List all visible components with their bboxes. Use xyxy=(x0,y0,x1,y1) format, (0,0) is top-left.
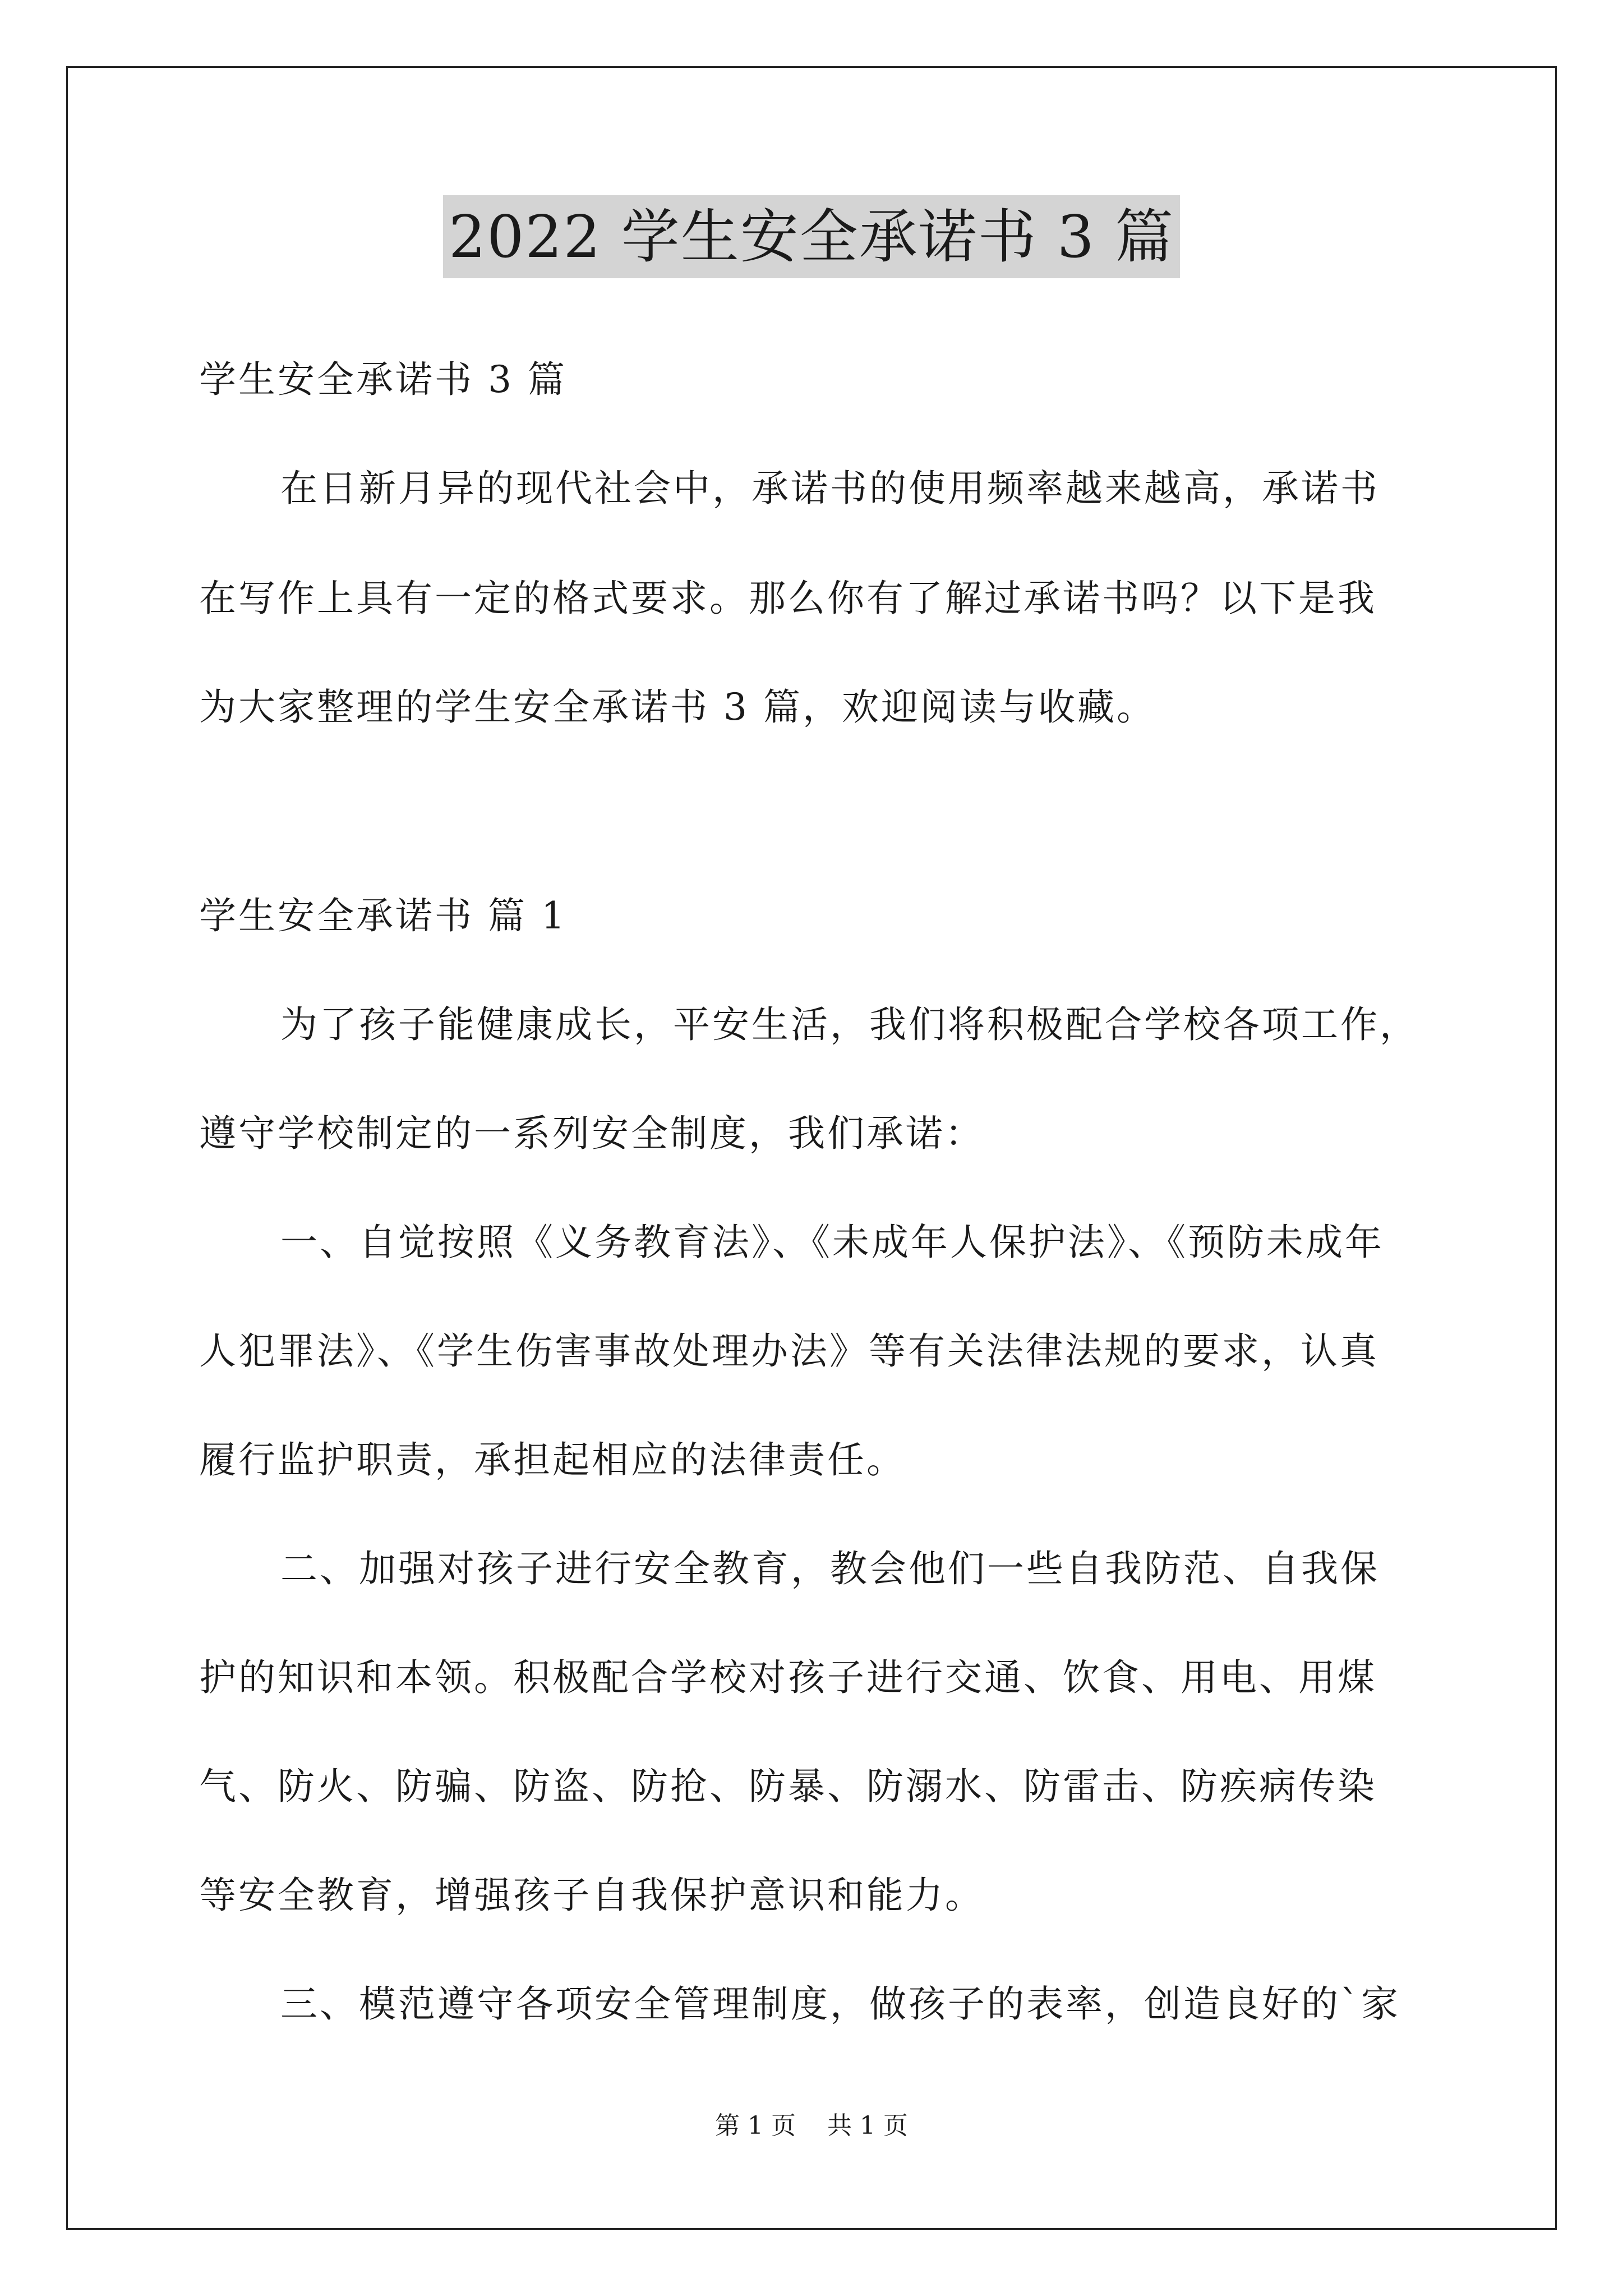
paragraph-line: 在日新月异的现代社会中，承诺书的使用频率越来越高，承诺书 xyxy=(280,467,1380,510)
paragraph-line: 气、防火、防骗、防盗、防抢、防暴、防溺水、防雷击、防疾病传染 xyxy=(199,1765,1377,1808)
paragraph-line: 为了孩子能健康成长，平安生活，我们将积极配合学校各项工作， xyxy=(280,1003,1419,1046)
paragraph-line: 护的知识和本领。积极配合学校对孩子进行交通、饮食、用电、用煤 xyxy=(199,1656,1377,1699)
page-footer: 第 1 页 共 1 页 xyxy=(715,2111,908,2140)
paragraph-line: 在写作上具有一定的格式要求。那么你有了解过承诺书吗？以下是我 xyxy=(199,577,1377,620)
paragraph-line: 履行监护职责，承担起相应的法律责任。 xyxy=(199,1438,906,1481)
document-title: 2022 学生安全承诺书 3 篇 xyxy=(443,195,1180,278)
title-container xyxy=(0,195,1623,278)
paragraph-line: 遵守学校制定的一系列安全制度，我们承诺： xyxy=(199,1112,984,1155)
paragraph-line: 一、自觉按照《义务教育法》、《未成年人保护法》、《预防未成年 xyxy=(280,1221,1384,1264)
section-heading: 学生安全承诺书 篇 1 xyxy=(199,894,567,937)
paragraph-line: 三、模范遵守各项安全管理制度，做孩子的表率，创造良好的`家 xyxy=(280,1982,1400,2026)
paragraph-line: 等安全教育，增强孩子自我保护意识和能力。 xyxy=(199,1874,984,1917)
paragraph-line: 为大家整理的学生安全承诺书 3 篇，欢迎阅读与收藏。 xyxy=(199,685,1156,729)
paragraph-line: 人犯罪法》、《学生伤害事故处理办法》等有关法律法规的要求，认真 xyxy=(199,1329,1379,1373)
paragraph-line: 二、加强对孩子进行安全教育，教会他们一些自我防范、自我保 xyxy=(280,1547,1380,1590)
document-subtitle: 学生安全承诺书 3 篇 xyxy=(199,358,567,401)
